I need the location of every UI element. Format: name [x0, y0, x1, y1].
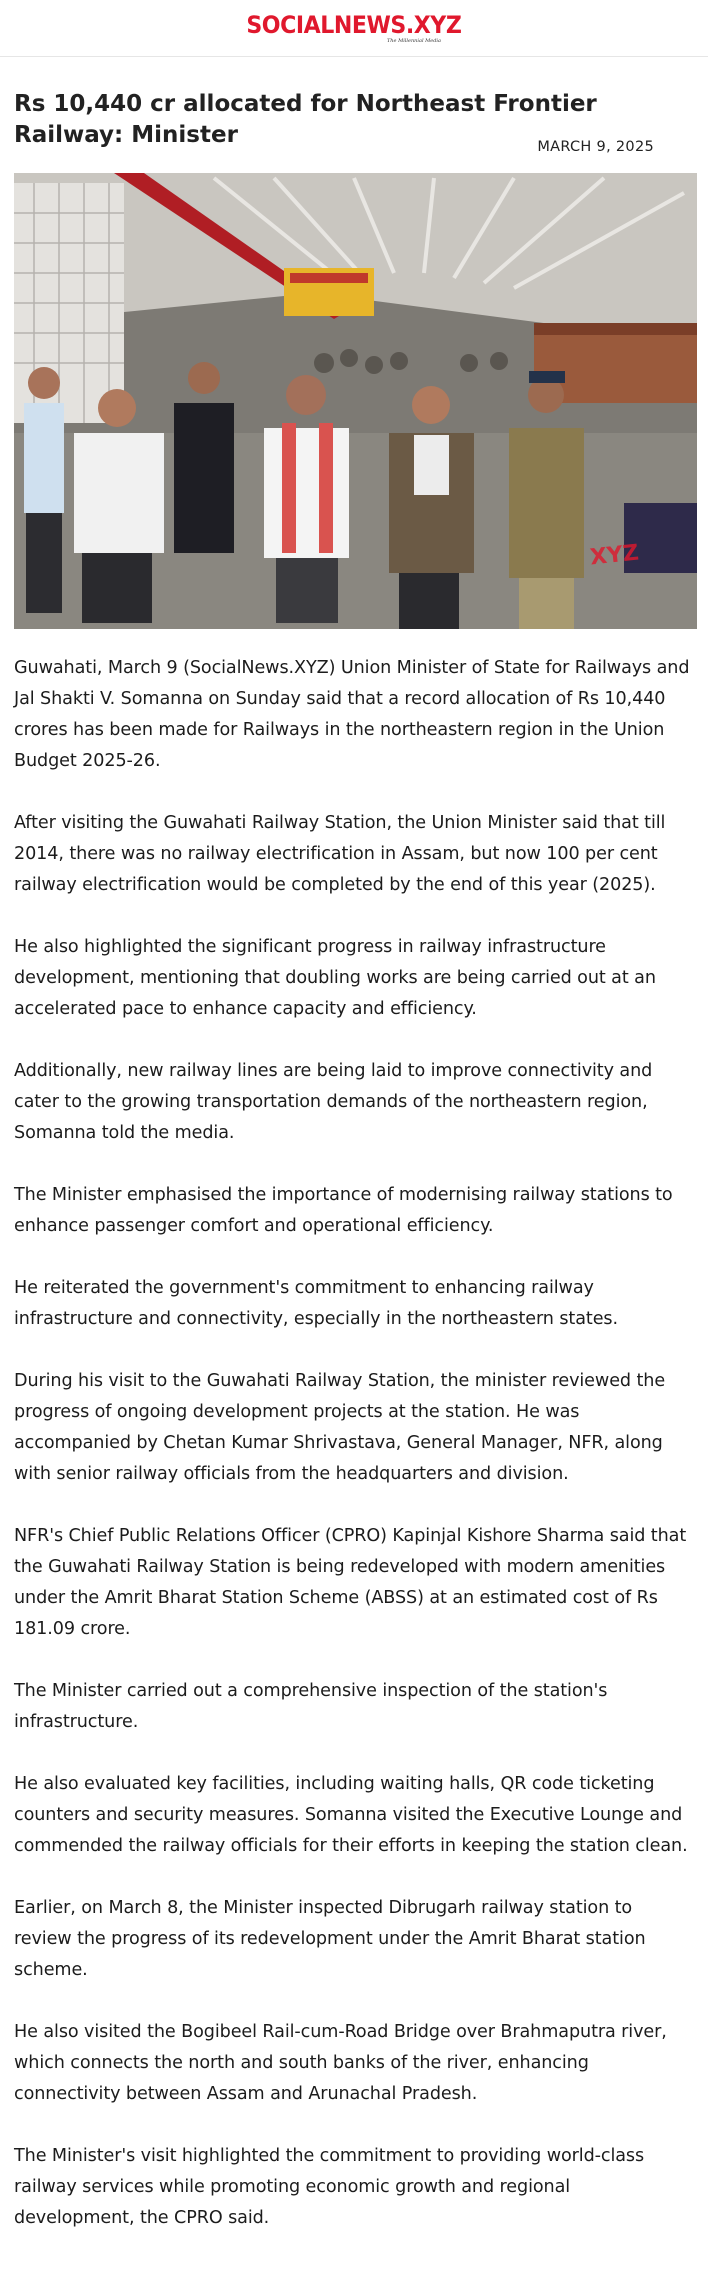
site-tagline: The Millennial Media: [386, 37, 442, 44]
article-paragraph: He also visited the Bogibeel Rail-cum-Road Bridge over Brahmaputra river, which connects the north and south banks of the river, enhancing connectivity between Assam and Arunachal Pradesh.: [14, 2022, 667, 2104]
image-watermark: XYZ: [588, 540, 641, 571]
article-title: Rs 10,440 cr allocated for Northeast Frontier Railway: Minister: [14, 91, 597, 148]
article-paragraph: He also highlighted the significant progress in railway infrastructure development, mentioning that doubling works are being carried out at an accelerated pace to enhance capacity and efficiency.: [14, 937, 656, 1019]
site-header: [0, 0, 708, 57]
article-paragraph: Additionally, new railway lines are being laid to improve connectivity and cater to the growing transportation demands of the northeastern region, Somanna told the media.: [14, 1061, 653, 1143]
article-paragraph: Earlier, on March 8, the Minister inspected Dibrugarh railway station to review the progress of its redevelopment under the Amrit Bharat station scheme.: [14, 1898, 646, 1980]
article-paragraph: Guwahati, March 9 (SocialNews.XYZ) Union Minister of State for Railways and Jal Shakti V. Somanna on Sunday said that a record allocation of Rs 10,440 crores has been made for Railways in the northeastern region in the Union Budget 2025-26.: [14, 658, 690, 771]
article-paragraph: The Minister carried out a comprehensive inspection of the station's infrastructure.: [14, 1681, 608, 1732]
article-paragraph: NFR's Chief Public Relations Officer (CPRO) Kapinjal Kishore Sharma said that the Guwahati Railway Station is being redeveloped with modern amenities under the Amrit Bharat Station Scheme (ABSS) at an estimated cost of Rs 181.09 crore.: [14, 1526, 687, 1639]
article-paragraph: The Minister emphasised the importance of modernising railway stations to enhance passenger comfort and operational efficiency.: [14, 1185, 673, 1236]
article-paragraph: After visiting the Guwahati Railway Station, the Union Minister said that till 2014, there was no railway electrification in Assam, but now 100 per cent railway electrification would be completed by the end of this year (2025).: [14, 813, 666, 895]
article-body: [14, 653, 694, 2234]
article-paragraph: He reiterated the government's commitment to enhancing railway infrastructure and connectivity, especially in the northeastern states.: [14, 1278, 618, 1329]
article: [0, 89, 708, 2234]
article-paragraph: The Minister's visit highlighted the commitment to providing world-class railway services while promoting economic growth and regional development, the CPRO said.: [14, 2146, 645, 2228]
article-paragraph: He also evaluated key facilities, including waiting halls, QR code ticketing counters and security measures. Somanna visited the Executive Lounge and commended the railway officials for their efforts in keeping the station clean.: [14, 1774, 688, 1856]
site-logo[interactable]: SOCIALNEWS.XYZ: [246, 10, 462, 39]
article-date: MARCH 9, 2025: [537, 139, 654, 155]
article-hero-image: [14, 173, 697, 629]
article-paragraph: During his visit to the Guwahati Railway Station, the minister reviewed the progress of ongoing development projects at the station. He was accompanied by Chetan Kumar Shrivastava, General Manager, NFR, along with senior railway officials from the headquarters and division.: [14, 1371, 666, 1484]
